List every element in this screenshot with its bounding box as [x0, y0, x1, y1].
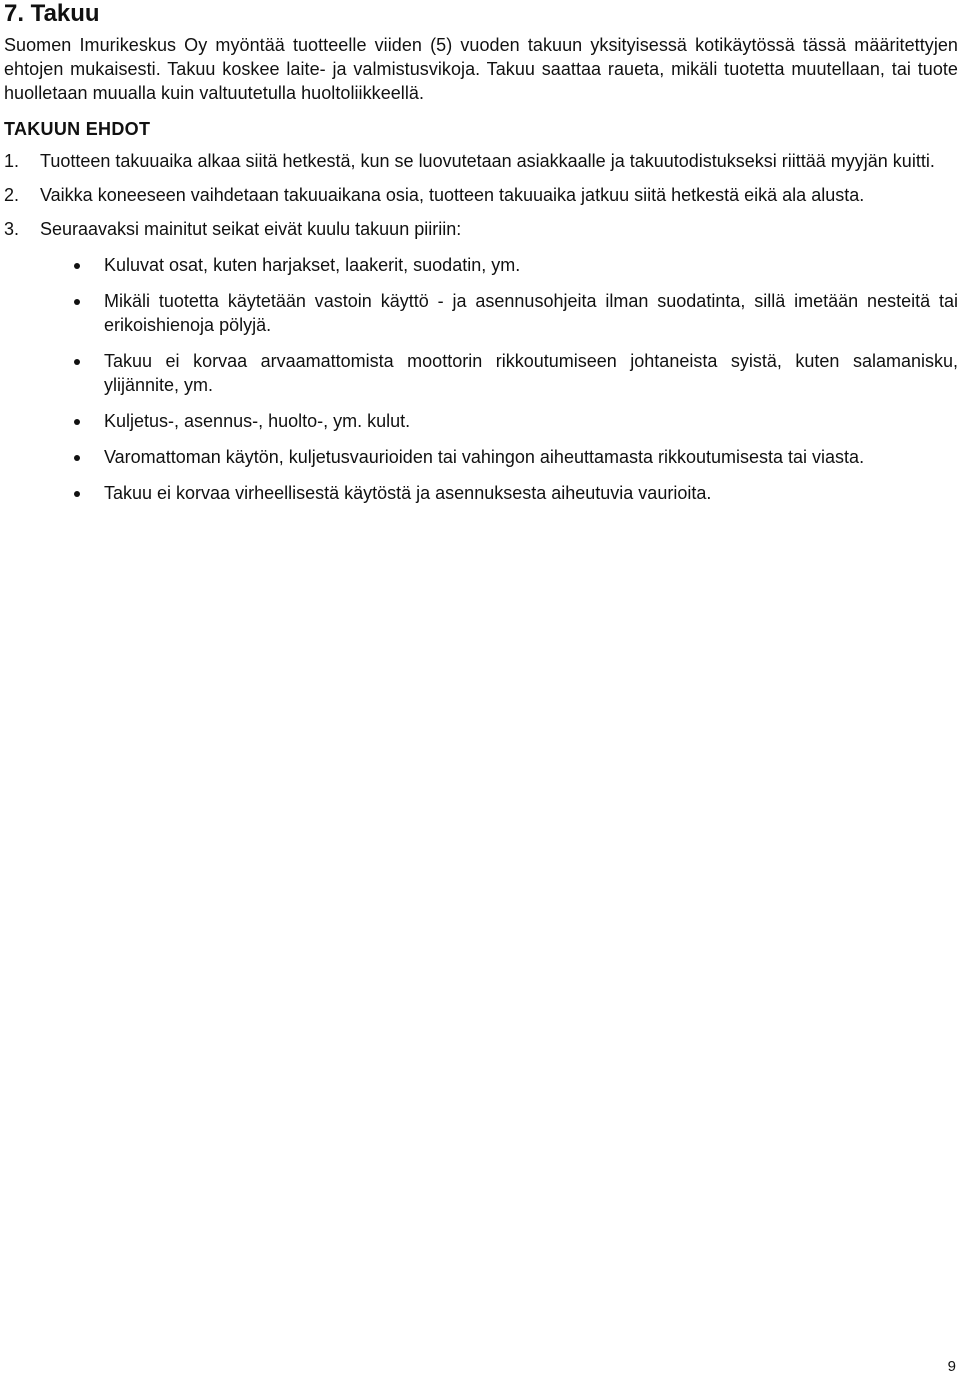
- exclusions-list: [40, 253, 958, 505]
- term-item-2: [4, 183, 958, 207]
- exclusion-item: [4, 409, 958, 433]
- term-text: Vaikka koneeseen vaihdetaan takuuaikana osia, tuotteen takuuaika jatkuu siitä hetkestä eikä ala alusta.: [40, 185, 865, 205]
- intro-paragraph: Suomen Imurikeskus Oy myöntää tuotteelle viiden (5) vuoden takuun yksityisessä kotikäytössä tässä määritettyjen ehtojen mukaisesti. Takuu koskee laite- ja valmistusvikoja. Takuu saattaa raueta, mikäli tuotetta muutellaan, tai tuote huolletaan muualla kuin valtuutetulla huoltoliikkeellä.: [4, 35, 958, 103]
- term-item-3: [4, 217, 958, 505]
- terms-list: [4, 149, 958, 505]
- exclusion-item: [4, 445, 958, 469]
- bullet-icon: [74, 359, 80, 365]
- exclusion-text: Varomattoman käytön, kuljetusvaurioiden tai vahingon aiheuttamasta rikkoutumisesta tai viasta.: [104, 447, 865, 467]
- term-item-1: [4, 149, 958, 173]
- term-text: Tuotteen takuuaika alkaa siitä hetkestä, kun se luovutetaan asiakkaalle ja takuutodistukseksi riittää myyjän kuitti.: [40, 151, 935, 171]
- exclusion-item: [4, 349, 958, 397]
- exclusion-item: [4, 289, 958, 337]
- document-page: [4, 0, 958, 505]
- bullet-icon: [74, 419, 80, 425]
- bullet-icon: [74, 263, 80, 269]
- bullet-icon: [74, 455, 80, 461]
- section-title: 7. Takuu: [4, 0, 100, 27]
- term-number: 1.: [4, 151, 20, 171]
- exclusion-text: Mikäli tuotetta käytetään vastoin käyttö - ja asennusohjeita ilman suodatinta, sillä imetään nesteitä tai erikoishienoja pölyjä.: [104, 291, 958, 335]
- exclusion-text: Kuljetus-, asennus-, huolto-, ym. kulut.: [104, 411, 411, 431]
- exclusion-text: Takuu ei korvaa arvaamattomista moottorin rikkoutumiseen johtaneista syistä, kuten salamanisku, ylijännite, ym.: [104, 351, 958, 395]
- terms-heading: TAKUUN EHDOT: [4, 119, 151, 139]
- page-number: 9: [947, 1358, 956, 1375]
- exclusion-item: [4, 253, 958, 277]
- term-number: 2.: [4, 185, 20, 205]
- term-number: 3.: [4, 219, 20, 239]
- bullet-icon: [74, 491, 80, 497]
- exclusion-text: Kuluvat osat, kuten harjakset, laakerit, suodatin, ym.: [104, 255, 521, 275]
- exclusion-item: [4, 481, 958, 505]
- term-text: Seuraavaksi mainitut seikat eivät kuulu takuun piiriin:: [40, 219, 462, 239]
- exclusion-text: Takuu ei korvaa virheellisestä käytöstä ja asennuksesta aiheutuvia vaurioita.: [104, 483, 712, 503]
- bullet-icon: [74, 299, 80, 305]
